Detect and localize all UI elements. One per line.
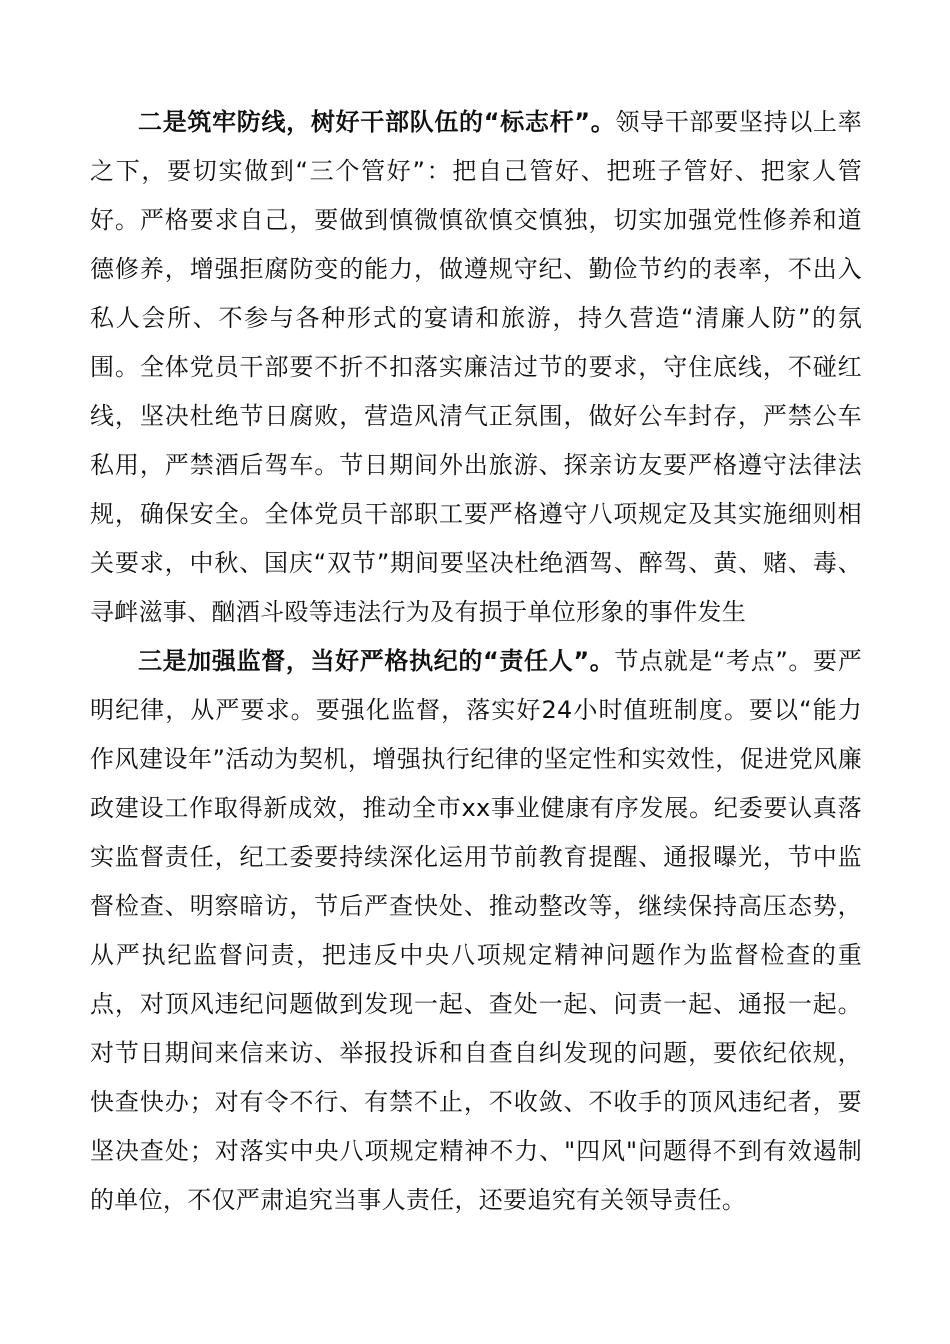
paragraph-2-lead: 二是筑牢防线，树好干部队伍的“标志杆”。 [138, 108, 616, 136]
paragraph-3 [90, 637, 862, 1225]
paragraph-3-lead: 三是加强监督，当好严格执纪的“责任人”。 [138, 647, 615, 675]
paragraph-2 [90, 98, 862, 637]
paragraph-3-body: 节点就是“考点”。要严明纪律，从严要求。要强化监督，落实好24小时值班制度。要以“能力作风建设年”活动为契机，增强执行纪律的坚定性和实效性，促进党风廉政建设工作取得新成效，推动全市xx事业健康有序发展。纪委要认真落实监督责任，纪工委要持续深化运用节前教育提醒、通报曝光，节中监督检查、明察暗访，节后严查快处、推动整改等，继续保持高压态势，从严执纪监督问责，把违反中央八项规定精神问题作为监督检查的重点，对顶风违纪问题做到发现一起、查处一起、问责一起、通报一起。对节日期间来信来访、举报投诉和自查自纠发现的问题，要依纪依规，快查快办；对有令不行、有禁不止，不收敛、不收手的顶风违纪者，要坚决查处；对落实中央八项规定精神不力、"四风"问题得不到有效遏制的单位，不仅严肃追究当事人责任，还要追究有关领导责任。 [90, 647, 862, 1214]
paragraph-2-body: 领导干部要坚持以上率之下，要切实做到“三个管好”：把自己管好、把班子管好、把家人管好。严格要求自己，要做到慎微慎欲慎交慎独，切实加强党性修养和道德修养，增强拒腐防变的能力，做遵规守纪、勤俭节约的表率，不出入私人会所、不参与各种形式的宴请和旅游，持久营造“清廉人防”的氛围。全体党员干部要不折不扣落实廉洁过节的要求，守住底线，不碰红线，坚决杜绝节日腐败，营造风清气正氛围，做好公车封存，严禁公车私用，严禁酒后驾车。节日期间外出旅游、探亲访友要严格遵守法律法规，确保安全。全体党员干部职工要严格遵守八项规定及其实施细则相关要求，中秋、国庆“双节”期间要坚决杜绝酒驾、醉驾、黄、赌、毒、寻衅滋事、酗酒斗殴等违法行为及有损于单位形象的事件发生 [90, 108, 863, 626]
document-body [90, 98, 862, 1225]
